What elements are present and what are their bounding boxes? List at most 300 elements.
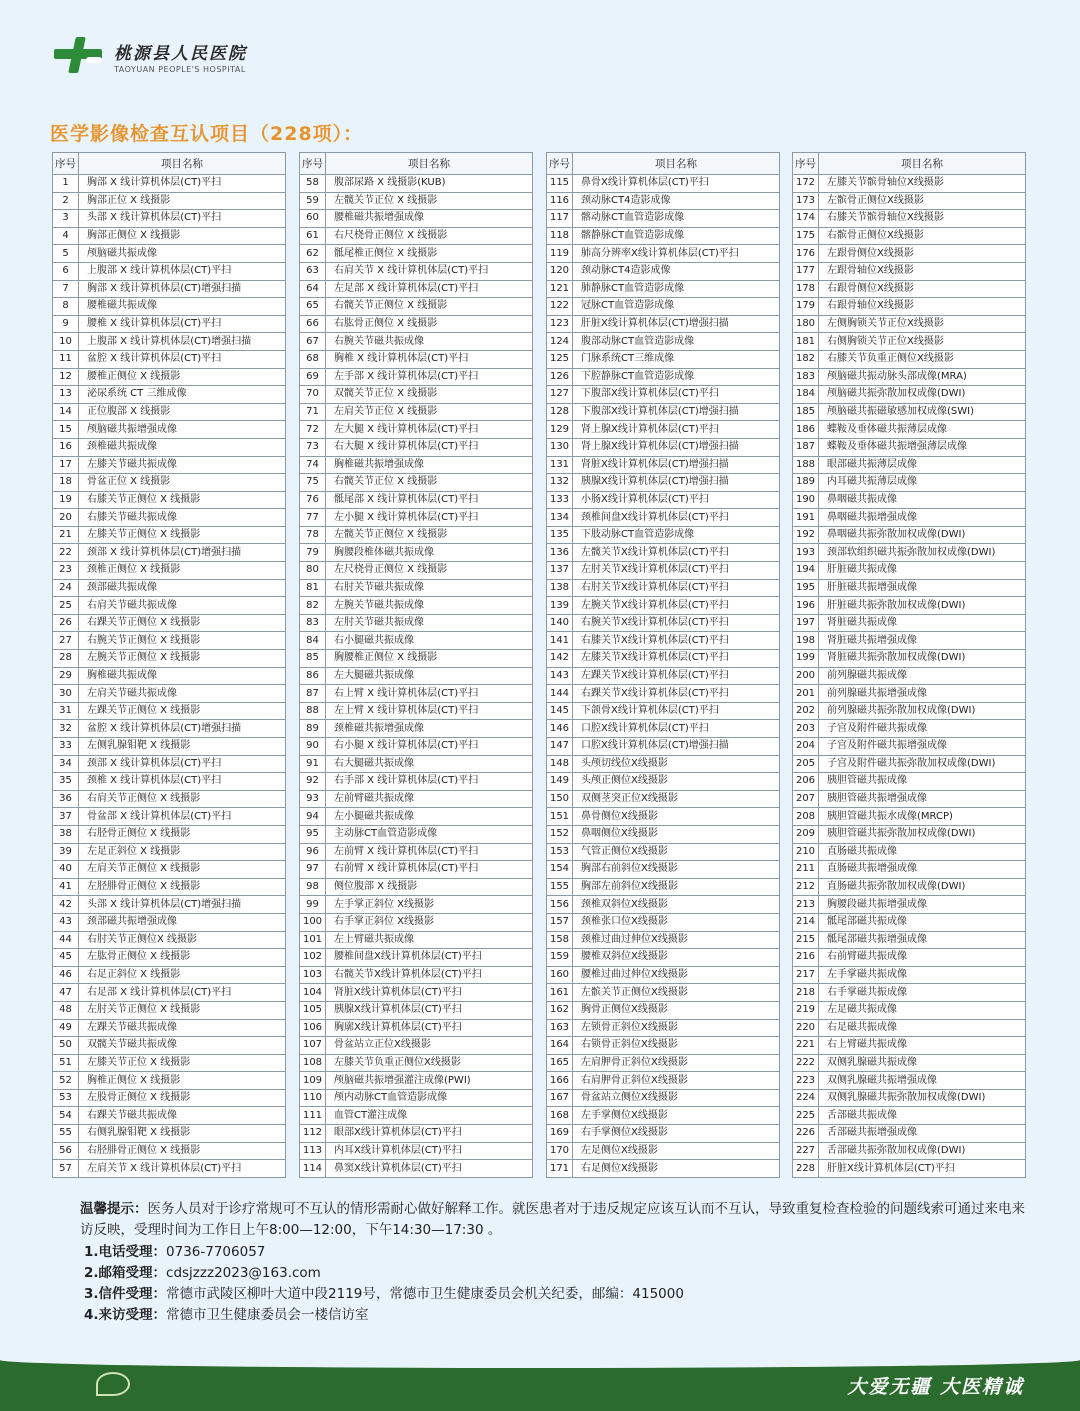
table-row: [300, 949, 533, 967]
table-row: [300, 1107, 533, 1125]
item-name: 右小腿磁共振成像: [326, 632, 533, 650]
table-row: [793, 333, 1026, 351]
table-row: [300, 614, 533, 632]
item-name: 子宫及附件磁共振成像: [819, 720, 1026, 738]
item-number: 159: [547, 949, 573, 967]
table-row: [793, 597, 1026, 615]
item-name: 下腔静脉CT血管造影成像: [573, 368, 780, 386]
table-row: [53, 298, 286, 316]
table-row: [53, 808, 286, 826]
column-header-name: 项目名称: [326, 153, 533, 175]
item-number: 218: [793, 984, 819, 1002]
item-number: 36: [53, 790, 79, 808]
item-number: 43: [53, 913, 79, 931]
item-name: 右肩关节磁共振成像: [79, 597, 286, 615]
item-name: 颈部 X 线计算机体层(CT)平扫: [79, 755, 286, 773]
item-name: 胸椎磁共振增强成像: [326, 456, 533, 474]
table-row: [300, 755, 533, 773]
item-number: 106: [300, 1019, 326, 1037]
item-name: 骶尾部磁共振成像: [819, 913, 1026, 931]
table-header-row: [300, 153, 533, 175]
table-row: [793, 386, 1026, 404]
item-number: 70: [300, 386, 326, 404]
column-header-name: 项目名称: [819, 153, 1026, 175]
item-name: 颈部磁共振成像: [79, 579, 286, 597]
item-number: 187: [793, 438, 819, 456]
table-row: [300, 474, 533, 492]
item-number: 1: [53, 175, 79, 193]
item-name: 下腹部X线计算机体层(CT)增强扫描: [573, 403, 780, 421]
item-number: 73: [300, 438, 326, 456]
table-row: [53, 632, 286, 650]
table-row: [300, 650, 533, 668]
item-name: 左足正斜位 X 线摄影: [79, 843, 286, 861]
item-number: 118: [547, 227, 573, 245]
item-name: 右膝关节正侧位 X 线摄影: [79, 491, 286, 509]
item-number: 152: [547, 825, 573, 843]
item-name: 胸部右前斜位X线摄影: [573, 861, 780, 879]
item-number: 207: [793, 790, 819, 808]
item-number: 123: [547, 315, 573, 333]
item-name: 左跟骨轴位X线摄影: [819, 262, 1026, 280]
item-name: 右足部 X 线计算机体层(CT)平扫: [79, 984, 286, 1002]
item-number: 217: [793, 966, 819, 984]
table-row: [300, 562, 533, 580]
item-number: 176: [793, 245, 819, 263]
item-name: 右肩胛骨正斜位X线摄影: [573, 1072, 780, 1090]
item-name: 右侧胸锁关节正位X线摄影: [819, 333, 1026, 351]
item-number: 209: [793, 825, 819, 843]
item-number: 2: [53, 192, 79, 210]
item-name: 右大腿磁共振成像: [326, 755, 533, 773]
item-number: 58: [300, 175, 326, 193]
item-name: 舌部磁共振弥散加权成像(DWI): [819, 1142, 1026, 1160]
item-name: 左上臂磁共振成像: [326, 931, 533, 949]
table-row: [53, 843, 286, 861]
table-row: [300, 368, 533, 386]
table-row: [793, 315, 1026, 333]
table-row: [547, 1142, 780, 1160]
item-number: 56: [53, 1142, 79, 1160]
item-name: 左膝关节正侧位 X 线摄影: [79, 526, 286, 544]
item-name: 双侧乳腺磁共振增强成像: [819, 1072, 1026, 1090]
item-name: 左髌关节正侧位X线摄影: [573, 984, 780, 1002]
table-row: [300, 1160, 533, 1178]
table-row: [53, 861, 286, 879]
table-row: [300, 1089, 533, 1107]
item-name: 肝脏磁共振弥散加权成像(DWI): [819, 597, 1026, 615]
table-row: [793, 913, 1026, 931]
item-name: 侧位腹部 X 线摄影: [326, 878, 533, 896]
item-number: 154: [547, 861, 573, 879]
table-row: [547, 562, 780, 580]
item-name: 腰椎 X 线计算机体层(CT)平扫: [79, 315, 286, 333]
table-row: [53, 526, 286, 544]
item-name: 左小腿磁共振成像: [326, 808, 533, 826]
item-name: 右膝关节负重正侧位X线摄影: [819, 350, 1026, 368]
item-name: 右手部 X 线计算机体层(CT)平扫: [326, 773, 533, 791]
item-number: 112: [300, 1125, 326, 1143]
item-name: 右踝关节正侧位 X 线摄影: [79, 614, 286, 632]
table-header-row: [793, 153, 1026, 175]
table-row: [300, 790, 533, 808]
footer-slogan: 大爱无疆 大医精诚: [847, 1376, 1024, 1398]
item-number: 135: [547, 526, 573, 544]
item-name: 左足部 X 线计算机体层(CT)平扫: [326, 280, 533, 298]
item-name: 左侧胸锁关节正位X线摄影: [819, 315, 1026, 333]
item-number: 155: [547, 878, 573, 896]
item-number: 50: [53, 1037, 79, 1055]
item-number: 13: [53, 386, 79, 404]
table-row: [547, 421, 780, 439]
item-number: 28: [53, 650, 79, 668]
table-row: [547, 843, 780, 861]
item-number: 201: [793, 685, 819, 703]
item-number: 30: [53, 685, 79, 703]
item-name: 肺静脉CT血管造影成像: [573, 280, 780, 298]
contact-key: 2.邮箱受理：: [84, 1265, 167, 1281]
table-row: [53, 1125, 286, 1143]
item-number: 111: [300, 1107, 326, 1125]
item-number: 161: [547, 984, 573, 1002]
item-name: 头部 X 线计算机体层(CT)增强扫描: [79, 896, 286, 914]
table-row: [547, 1054, 780, 1072]
item-name: 腰椎双斜位X线摄影: [573, 949, 780, 967]
table-row: [547, 403, 780, 421]
table-row: [300, 491, 533, 509]
item-number: 44: [53, 931, 79, 949]
table-row: [53, 738, 286, 756]
table-row: [793, 650, 1026, 668]
item-number: 153: [547, 843, 573, 861]
table-row: [53, 773, 286, 791]
table-row: [547, 632, 780, 650]
item-number: 225: [793, 1107, 819, 1125]
item-number: 22: [53, 544, 79, 562]
item-number: 175: [793, 227, 819, 245]
item-number: 71: [300, 403, 326, 421]
item-number: 75: [300, 474, 326, 492]
item-number: 158: [547, 931, 573, 949]
table-row: [793, 1037, 1026, 1055]
item-name: 肾脏磁共振成像: [819, 614, 1026, 632]
item-number: 55: [53, 1125, 79, 1143]
item-number: 178: [793, 280, 819, 298]
item-number: 143: [547, 667, 573, 685]
table-row: [547, 192, 780, 210]
item-number: 208: [793, 808, 819, 826]
item-number: 171: [547, 1160, 573, 1178]
items-table: [792, 152, 1026, 1178]
item-number: 148: [547, 755, 573, 773]
item-name: 胸部 X 线计算机体层(CT)增强扫描: [79, 280, 286, 298]
item-number: 174: [793, 210, 819, 228]
item-name: 直肠磁共振成像: [819, 843, 1026, 861]
item-name: 骨盆部 X 线计算机体层(CT)平扫: [79, 808, 286, 826]
item-name: 鼻骨侧位X线摄影: [573, 808, 780, 826]
item-name: 气管正侧位X线摄影: [573, 843, 780, 861]
table-row: [53, 491, 286, 509]
item-name: 右髋关节正位 X 线摄影: [326, 474, 533, 492]
item-number: 169: [547, 1125, 573, 1143]
item-name: 左腕关节磁共振成像: [326, 597, 533, 615]
table-row: [793, 1019, 1026, 1037]
table-row: [547, 227, 780, 245]
table-row: [300, 456, 533, 474]
item-number: 62: [300, 245, 326, 263]
table-row: [53, 562, 286, 580]
table-row: [547, 755, 780, 773]
table-row: [547, 333, 780, 351]
item-number: 32: [53, 720, 79, 738]
item-number: 74: [300, 456, 326, 474]
item-number: 3: [53, 210, 79, 228]
item-name: 左锁骨正斜位X线摄影: [573, 1019, 780, 1037]
item-name: 左膝关节X线计算机体层(CT)平扫: [573, 650, 780, 668]
footer-band: [0, 1360, 1080, 1411]
item-number: 132: [547, 474, 573, 492]
item-name: 左腕关节X线计算机体层(CT)平扫: [573, 597, 780, 615]
item-name: 颈椎正侧位 X 线摄影: [79, 562, 286, 580]
table-row: [300, 192, 533, 210]
table-row: [793, 1107, 1026, 1125]
item-number: 210: [793, 843, 819, 861]
item-number: 31: [53, 702, 79, 720]
hospital-name-cn: 桃源县人民医院: [114, 43, 247, 64]
table-row: [300, 825, 533, 843]
table-row: [53, 474, 286, 492]
item-name: 双髋关节磁共振成像: [79, 1037, 286, 1055]
item-number: 122: [547, 298, 573, 316]
contact-value: cdsjzzz2023@163.com: [166, 1265, 321, 1281]
table-row: [300, 1142, 533, 1160]
item-number: 18: [53, 474, 79, 492]
table-row: [300, 913, 533, 931]
table-row: [793, 368, 1026, 386]
item-name: 左前臂 X 线计算机体层(CT)平扫: [326, 843, 533, 861]
item-number: 221: [793, 1037, 819, 1055]
table-row: [300, 1037, 533, 1055]
item-number: 95: [300, 825, 326, 843]
item-name: 头部 X 线计算机体层(CT)平扫: [79, 210, 286, 228]
item-name: 髂静脉CT血管造影成像: [573, 227, 780, 245]
table-row: [547, 298, 780, 316]
item-number: 100: [300, 913, 326, 931]
table-row: [793, 966, 1026, 984]
table-row: [547, 614, 780, 632]
contact-letter: [84, 1284, 684, 1304]
item-number: 12: [53, 368, 79, 386]
item-name: 右上臂磁共振成像: [819, 1037, 1026, 1055]
table-row: [793, 350, 1026, 368]
item-name: 下腹部X线计算机体层(CT)平扫: [573, 386, 780, 404]
item-name: 右肩关节正侧位 X 线摄影: [79, 790, 286, 808]
item-number: 57: [53, 1160, 79, 1178]
item-name: 鼻窦X线计算机体层(CT)平扫: [326, 1160, 533, 1178]
item-name: 右腕关节磁共振成像: [326, 333, 533, 351]
item-number: 213: [793, 896, 819, 914]
table-row: [793, 949, 1026, 967]
items-table: [299, 152, 533, 1178]
item-name: 前列腺磁共振增强成像: [819, 685, 1026, 703]
table-row: [793, 1072, 1026, 1090]
item-name: 左肩关节 X 线计算机体层(CT)平扫: [79, 1160, 286, 1178]
item-number: 64: [300, 280, 326, 298]
item-number: 203: [793, 720, 819, 738]
table-row: [53, 544, 286, 562]
table-row: [547, 491, 780, 509]
table-row: [53, 720, 286, 738]
table-row: [53, 350, 286, 368]
item-number: 86: [300, 667, 326, 685]
table-row: [53, 790, 286, 808]
item-name: 颈椎磁共振增强成像: [326, 720, 533, 738]
item-number: 181: [793, 333, 819, 351]
table-row: [793, 773, 1026, 791]
item-name: 胰胆管磁共振增强成像: [819, 790, 1026, 808]
item-name: 颈椎过曲过伸位X线摄影: [573, 931, 780, 949]
table-row: [793, 790, 1026, 808]
item-number: 101: [300, 931, 326, 949]
item-number: 214: [793, 913, 819, 931]
item-name: 右跟骨侧位X线摄影: [819, 280, 1026, 298]
item-number: 134: [547, 509, 573, 527]
item-number: 54: [53, 1107, 79, 1125]
item-name: 胰胆管磁共振水成像(MRCP): [819, 808, 1026, 826]
table-row: [793, 1054, 1026, 1072]
table-row: [300, 861, 533, 879]
item-name: 左侧乳腺钼靶 X 线摄影: [79, 738, 286, 756]
item-name: 双侧乳腺磁共振弥散加权成像(DWI): [819, 1089, 1026, 1107]
item-number: 65: [300, 298, 326, 316]
item-number: 72: [300, 421, 326, 439]
item-name: 颅内动脉CT血管造影成像: [326, 1089, 533, 1107]
item-name: 骨盆站立正位X线摄影: [326, 1037, 533, 1055]
table-row: [547, 773, 780, 791]
item-number: 140: [547, 614, 573, 632]
table-row: [547, 175, 780, 193]
table-row: [53, 245, 286, 263]
table-row: [300, 544, 533, 562]
item-name: 肝脏磁共振成像: [819, 562, 1026, 580]
item-name: 胸椎正侧位 X 线摄影: [79, 1072, 286, 1090]
table-row: [547, 474, 780, 492]
hospital-header: [52, 34, 247, 78]
contact-key: 1.电话受理：: [84, 1244, 167, 1260]
item-name: 腹部尿路 X 线摄影(KUB): [326, 175, 533, 193]
item-number: 104: [300, 984, 326, 1002]
hospital-name: [114, 39, 247, 74]
item-number: 53: [53, 1089, 79, 1107]
item-name: 左腕关节正侧位 X 线摄影: [79, 650, 286, 668]
item-number: 77: [300, 509, 326, 527]
item-name: 左足侧位X线摄影: [573, 1142, 780, 1160]
item-name: 左手掌正斜位 X线摄影: [326, 896, 533, 914]
table-row: [793, 1001, 1026, 1019]
item-number: 147: [547, 738, 573, 756]
item-name: 内耳磁共振薄层成像: [819, 474, 1026, 492]
item-number: 9: [53, 315, 79, 333]
table-row: [547, 456, 780, 474]
item-name: 左股骨正侧位 X 线摄影: [79, 1089, 286, 1107]
item-name: 颅脑磁共振磁敏感加权成像(SWI): [819, 403, 1026, 421]
item-name: 颅脑磁共振增强灌注成像(PWI): [326, 1072, 533, 1090]
table-row: [53, 913, 286, 931]
item-name: 右肱骨正侧位 X 线摄影: [326, 315, 533, 333]
item-number: 206: [793, 773, 819, 791]
item-number: 39: [53, 843, 79, 861]
table-row: [793, 544, 1026, 562]
contact-visit: [84, 1305, 369, 1325]
item-number: 198: [793, 632, 819, 650]
item-number: 15: [53, 421, 79, 439]
item-name: 左踝关节磁共振成像: [79, 1019, 286, 1037]
item-name: 直肠磁共振增强成像: [819, 861, 1026, 879]
table-row: [793, 421, 1026, 439]
item-number: 138: [547, 579, 573, 597]
item-name: 左尺桡骨正侧位 X 线摄影: [326, 562, 533, 580]
item-name: 肾上腺X线计算机体层(CT)增强扫描: [573, 438, 780, 456]
item-number: 83: [300, 614, 326, 632]
item-number: 40: [53, 861, 79, 879]
table-row: [793, 192, 1026, 210]
contact-value: 常德市武陵区柳叶大道中段2119号，常德市卫生健康委员会机关纪委，邮编：415000: [166, 1286, 684, 1302]
item-name: 右腕关节X线计算机体层(CT)平扫: [573, 614, 780, 632]
item-name: 右肩关节 X 线计算机体层(CT)平扫: [326, 262, 533, 280]
item-number: 223: [793, 1072, 819, 1090]
item-number: 84: [300, 632, 326, 650]
item-name: 左髌骨正侧位X线摄影: [819, 192, 1026, 210]
item-number: 109: [300, 1072, 326, 1090]
item-number: 113: [300, 1142, 326, 1160]
table-row: [793, 1160, 1026, 1178]
table-row: [53, 509, 286, 527]
table-row: [300, 773, 533, 791]
item-name: 下肢动脉CT血管造影成像: [573, 526, 780, 544]
item-number: 48: [53, 1001, 79, 1019]
contact-phone: [84, 1242, 265, 1262]
item-number: 82: [300, 597, 326, 615]
item-name: 颈椎间盘X线计算机体层(CT)平扫: [573, 509, 780, 527]
item-name: 右肘关节正侧位X 线摄影: [79, 931, 286, 949]
item-number: 16: [53, 438, 79, 456]
table-row: [300, 350, 533, 368]
table-row: [547, 350, 780, 368]
table-row: [793, 403, 1026, 421]
item-name: 左踝关节X线计算机体层(CT)平扫: [573, 667, 780, 685]
item-name: 左肘关节正侧位 X 线摄影: [79, 1001, 286, 1019]
table-row: [300, 667, 533, 685]
item-name: 右前臂 X 线计算机体层(CT)平扫: [326, 861, 533, 879]
item-number: 45: [53, 949, 79, 967]
item-name: 肺高分辨率X线计算机体层(CT)平扫: [573, 245, 780, 263]
table-row: [300, 210, 533, 228]
table-row: [300, 315, 533, 333]
table-row: [53, 262, 286, 280]
item-number: 66: [300, 315, 326, 333]
table-row: [547, 878, 780, 896]
item-name: 右手掌侧位X线摄影: [573, 1125, 780, 1143]
table-row: [793, 861, 1026, 879]
table-row: [53, 1160, 286, 1178]
item-name: 左髋关节正位 X 线摄影: [326, 192, 533, 210]
item-number: 33: [53, 738, 79, 756]
item-number: 156: [547, 896, 573, 914]
item-number: 163: [547, 1019, 573, 1037]
item-name: 腰椎磁共振成像: [79, 298, 286, 316]
table-row: [300, 245, 533, 263]
item-name: 舌部磁共振增强成像: [819, 1125, 1026, 1143]
